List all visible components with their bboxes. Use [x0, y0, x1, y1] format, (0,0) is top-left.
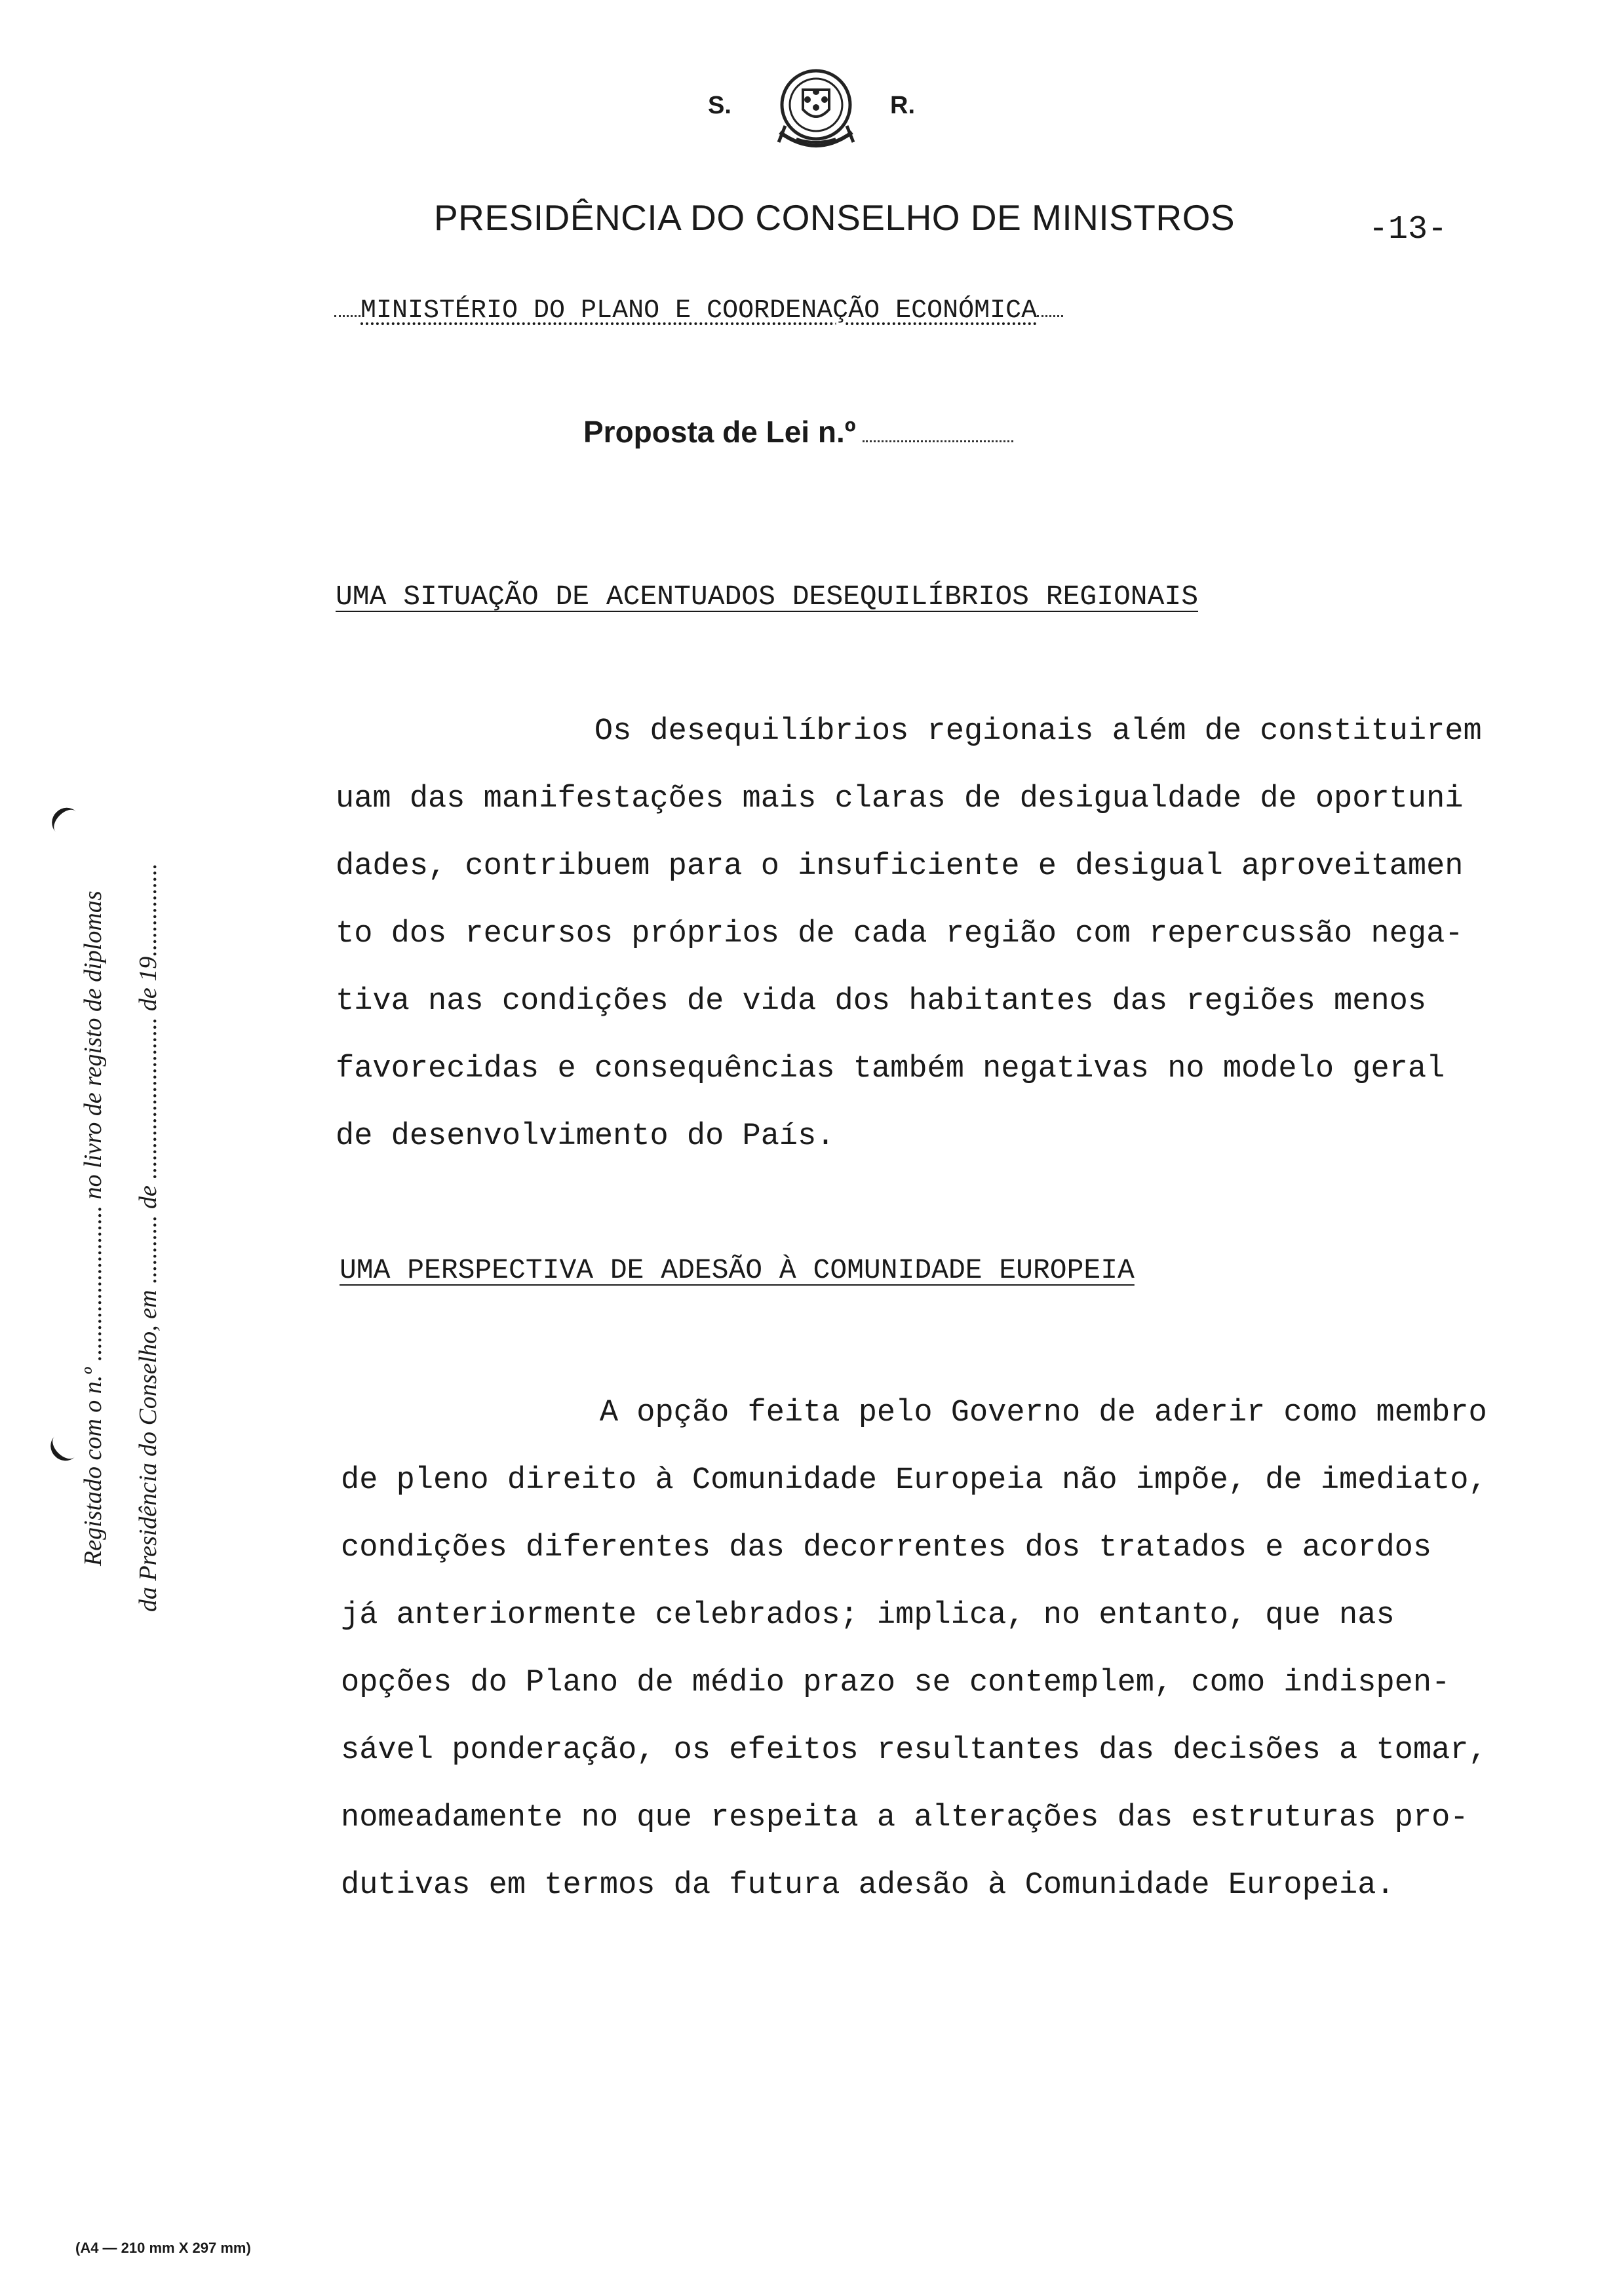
ministry-label: MINISTÉRIO DO PLANO E COORDENAÇÃO ECONÓMICA	[360, 296, 1038, 326]
paragraph-regional-imbalances: Os desequilíbrios regionais além de constituirem uam das manifestações mais claras de desigualdade de oportuni dades, contribuem para o insuficiente e desigual aproveitamen to dos recursos próprios de cada região com repercussão nega- tiva nas condições de vida dos habitantes das regiões menos favorecidas e consequências também negativas no modelo geral de desenvolvimento do País.	[336, 714, 1482, 1154]
proposal-number-field	[863, 440, 1013, 442]
dotted-tail	[1037, 315, 1063, 317]
coat-of-arms-seal	[767, 60, 865, 159]
ministry-name	[334, 296, 1063, 326]
dotted-lead	[334, 315, 360, 317]
section-heading-european-accession: UMA PERSPECTIVA DE ADESÃO À COMUNIDADE EUROPEIA	[340, 1254, 1135, 1286]
seal-letter-s: S.	[708, 92, 731, 119]
margin-registration-line-2: da Presidência do Conselho, em ........... de .......................... de 19...............	[134, 863, 162, 1612]
paper-size-note: (A4 — 210 mm X 297 mm)	[75, 2240, 251, 2256]
section-heading-regional-imbalances: UMA SITUAÇÃO DE ACENTUADOS DESEQUILÍBRIOS REGIONAIS	[336, 581, 1199, 613]
page-title: PRESIDÊNCIA DO CONSELHO DE MINISTROS	[434, 197, 1236, 238]
margin-registration-line-1: Registado com o n.º ......................... no livro de registo de diplomas	[79, 890, 107, 1566]
margin-brace-top	[46, 802, 85, 841]
page-number: -13-	[1369, 211, 1448, 248]
proposal-line	[583, 414, 1013, 450]
seal-letter-r: R.	[890, 92, 915, 119]
proposal-label: Proposta de Lei n.º	[583, 415, 856, 449]
paragraph-european-accession: A opção feita pelo Governo de aderir como membro de pleno direito à Comunidade Europeia não impõe, de imediato, condições diferentes das decorrentes dos tratados e acordos já anteriormente celebrados; implica, no entanto, que nas opções do Plano de médio prazo se contemplem, como indispen- sável ponderação, os efeitos resultantes das decisões a tomar, nomeadamente no que respeita a alterações das estruturas pro- dutivas em termos da futura adesão à Comunidade Europeia.	[341, 1396, 1487, 1903]
